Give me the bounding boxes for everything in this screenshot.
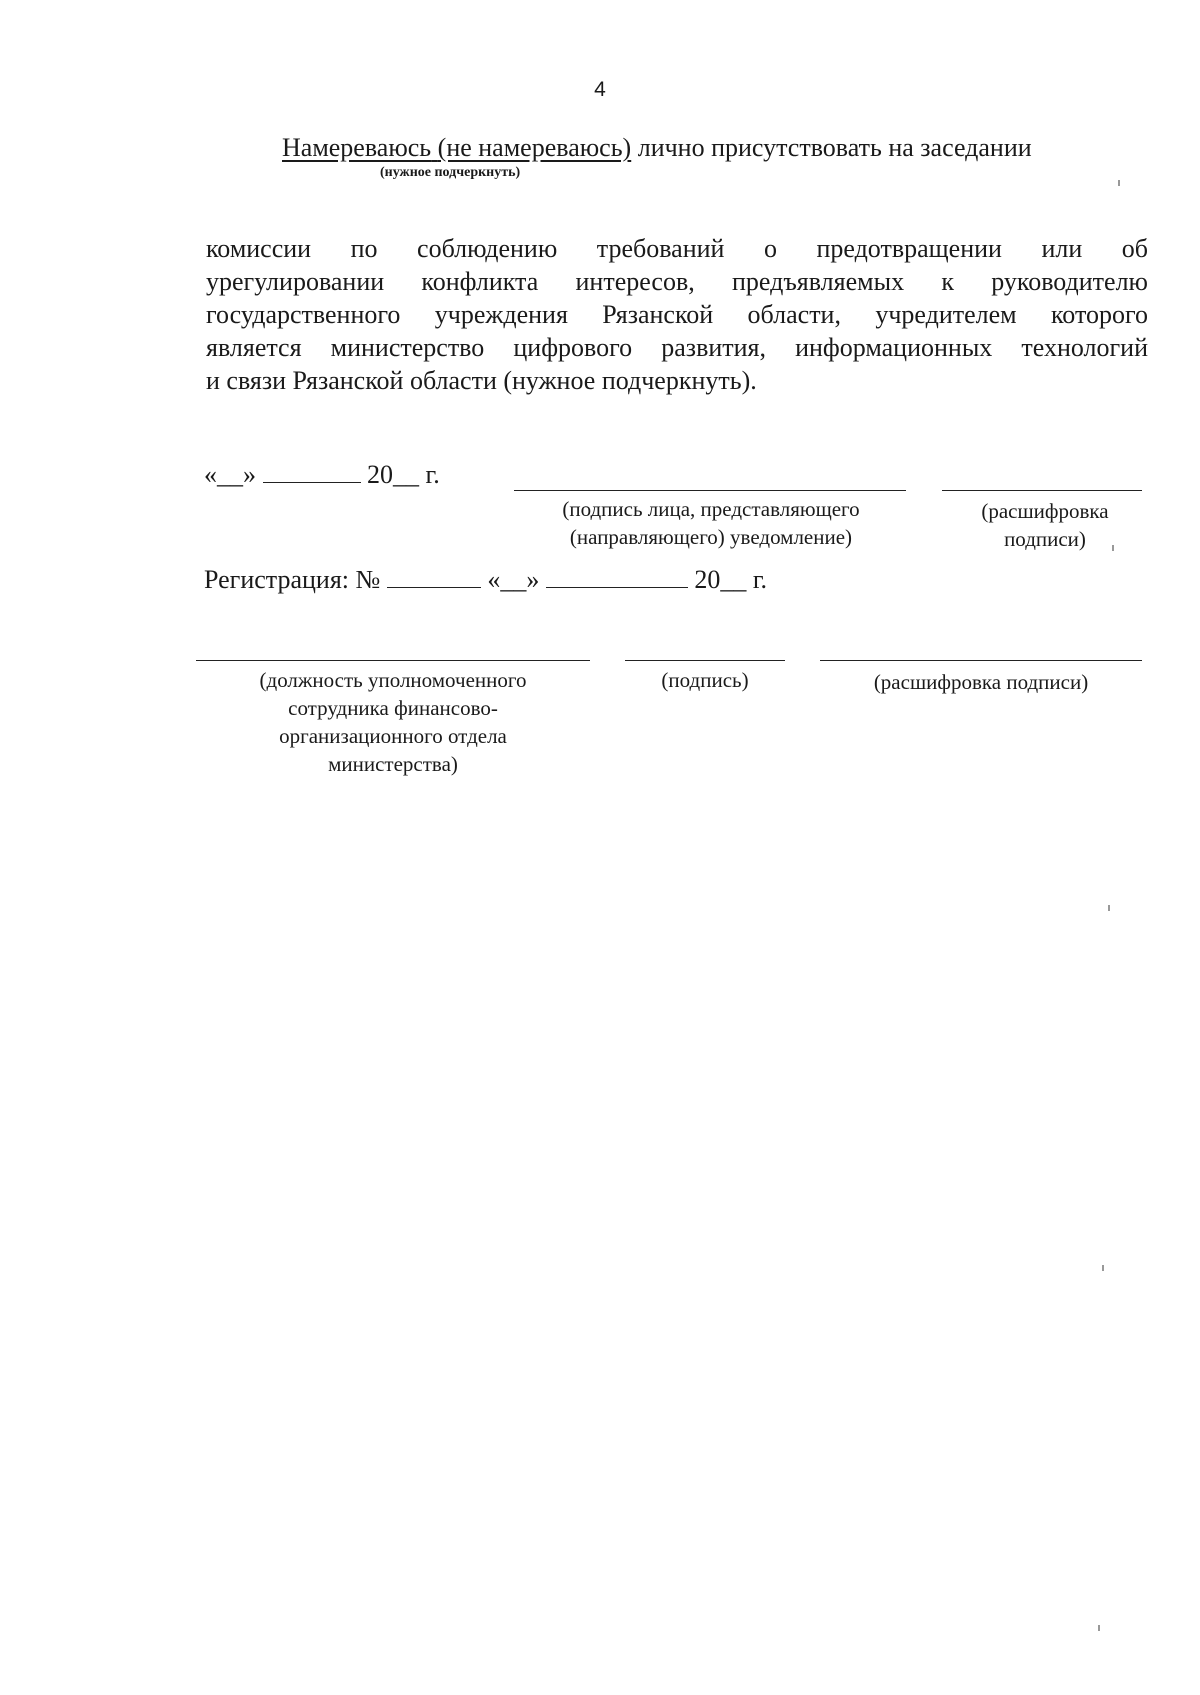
official-signature-caption: (подпись): [661, 668, 749, 692]
date-year: 20__ г.: [367, 460, 440, 489]
signature-line: [514, 490, 906, 491]
position-caption: (должность уполномоченного сотрудника финансово-организационного отдела министерства): [259, 668, 527, 776]
commission-paragraph: [206, 232, 1148, 397]
paragraph-line: и связи Рязанской области (нужное подчеркнуть).: [206, 366, 757, 395]
signature-caption: (подпись лица, представляющего (направляющего) уведомление): [562, 497, 860, 549]
attendance-statement: [282, 133, 1032, 163]
page-number: 4: [594, 78, 606, 101]
scan-speck: [1102, 1265, 1104, 1271]
date-month-blank: [263, 460, 361, 483]
decryption-caption: (расшифровка подписи): [981, 499, 1109, 551]
official-decryption-caption: (расшифровка подписи): [873, 670, 1089, 694]
scan-speck: [1118, 180, 1120, 186]
official-signature-line: [625, 660, 785, 661]
intent-option-no: (не намереваюсь): [437, 133, 632, 162]
scan-speck: [1098, 1625, 1100, 1631]
paragraph-line: государственного учреждения Рязанской области, учредителем которого: [206, 300, 1148, 329]
paragraph-line: является министерство цифрового развития, информационных технологий: [206, 333, 1148, 362]
registration-day: «__»: [487, 565, 540, 594]
decryption-line: [942, 490, 1142, 491]
signature-date: [204, 460, 440, 490]
registration-label: Регистрация: №: [204, 565, 381, 594]
intent-rest: лично присутствовать на заседании: [631, 133, 1032, 162]
paragraph-line: урегулировании конфликта интересов, предъявляемых к руководителю: [206, 267, 1148, 296]
registration-month-blank: [546, 565, 688, 588]
registration-year: 20__ г.: [694, 565, 768, 594]
paragraph-line: комиссии по соблюдению требований о предотвращении или об: [206, 234, 1148, 263]
intent-hint: (нужное подчеркнуть): [380, 165, 521, 180]
scan-speck: [1108, 905, 1110, 911]
official-decryption-line: [820, 660, 1142, 661]
position-line: [196, 660, 590, 661]
registration-line: [204, 565, 767, 595]
scan-speck: [1112, 545, 1114, 551]
intent-option-yes: Намереваюсь: [282, 133, 432, 162]
date-day: «__»: [204, 460, 256, 489]
registration-number-blank: [387, 565, 481, 588]
